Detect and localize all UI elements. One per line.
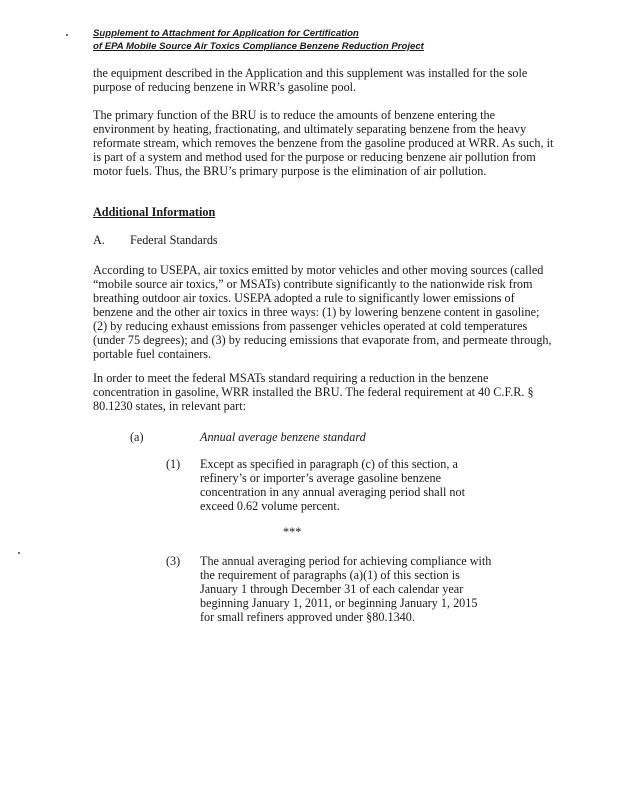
quote-label-3: (3) xyxy=(166,554,181,568)
subsection-title: Federal Standards xyxy=(130,233,218,247)
paragraph-usepa: According to USEPA, air toxics emitted by motor vehicles and other moving sources (called “mobile source air toxics,” or MSATs) contribute significantly to the nationwide risk from breathing outdoor air toxics. USEPA adopted a rule to significantly lower emissions of benzene and the other air toxics in three ways: (1) by lowering benzene content in gasoline; (2) by reducing exhaust emissions from passenger vehicles operated at cold temperatures (under 75 degrees); and (3) by reducing emissions that evaporate from, and permeate through, portable fuel containers. xyxy=(93,263,552,361)
document-header xyxy=(93,27,553,53)
quote-label-1: (1) xyxy=(166,457,181,471)
quote-text-3: The annual averaging period for achieving compliance with the requirement of paragraphs (a)(1) of this section is January 1 through December 31 of each calendar year beginning January 1, 2011, or beginning January 1, 2015 for small refiners approved under §80.1340. xyxy=(200,554,492,624)
section-heading: Additional Information xyxy=(93,205,216,219)
subsection-letter: A. xyxy=(93,233,105,247)
quote-ellipsis: *** xyxy=(283,525,302,539)
paragraph-bru-function: The primary function of the BRU is to reduce the amounts of benzene entering the environment by heating, fractionating, and ultimately separating benzene from the heavy reformate stream, which removes the benzene from the gasoline produced at WRR. As such, it is part of a system and method used for the purpose or reducing benzene air pollution from motor fuels. Thus, the BRU’s primary purpose is the elimination of air pollution. xyxy=(93,108,554,178)
header-line-2: of EPA Mobile Source Air Toxics Compliance Benzene Reduction Project xyxy=(93,41,424,52)
header-line-1: Supplement to Attachment for Application for Certification xyxy=(93,28,359,39)
paragraph-federal-requirement: In order to meet the federal MSATs standard requiring a reduction in the benzene concentration in gasoline, WRR installed the BRU. The federal requirement at 40 C.F.R. § 80.1230 states, in relevant part: xyxy=(93,371,534,413)
scan-speck xyxy=(18,552,20,554)
quote-title-a: Annual average benzene standard xyxy=(200,430,366,444)
quote-label-a: (a) xyxy=(130,430,144,444)
quote-text-1: Except as specified in paragraph (c) of this section, a refinery’s or importer’s average gasoline benzene concentration in any annual averaging period shall not exceed 0.62 volume percent. xyxy=(200,457,465,513)
paragraph-continuation: the equipment described in the Application and this supplement was installed for the sole purpose of reducing benzene in WRR’s gasoline pool. xyxy=(93,66,528,94)
scan-speck xyxy=(66,34,68,36)
